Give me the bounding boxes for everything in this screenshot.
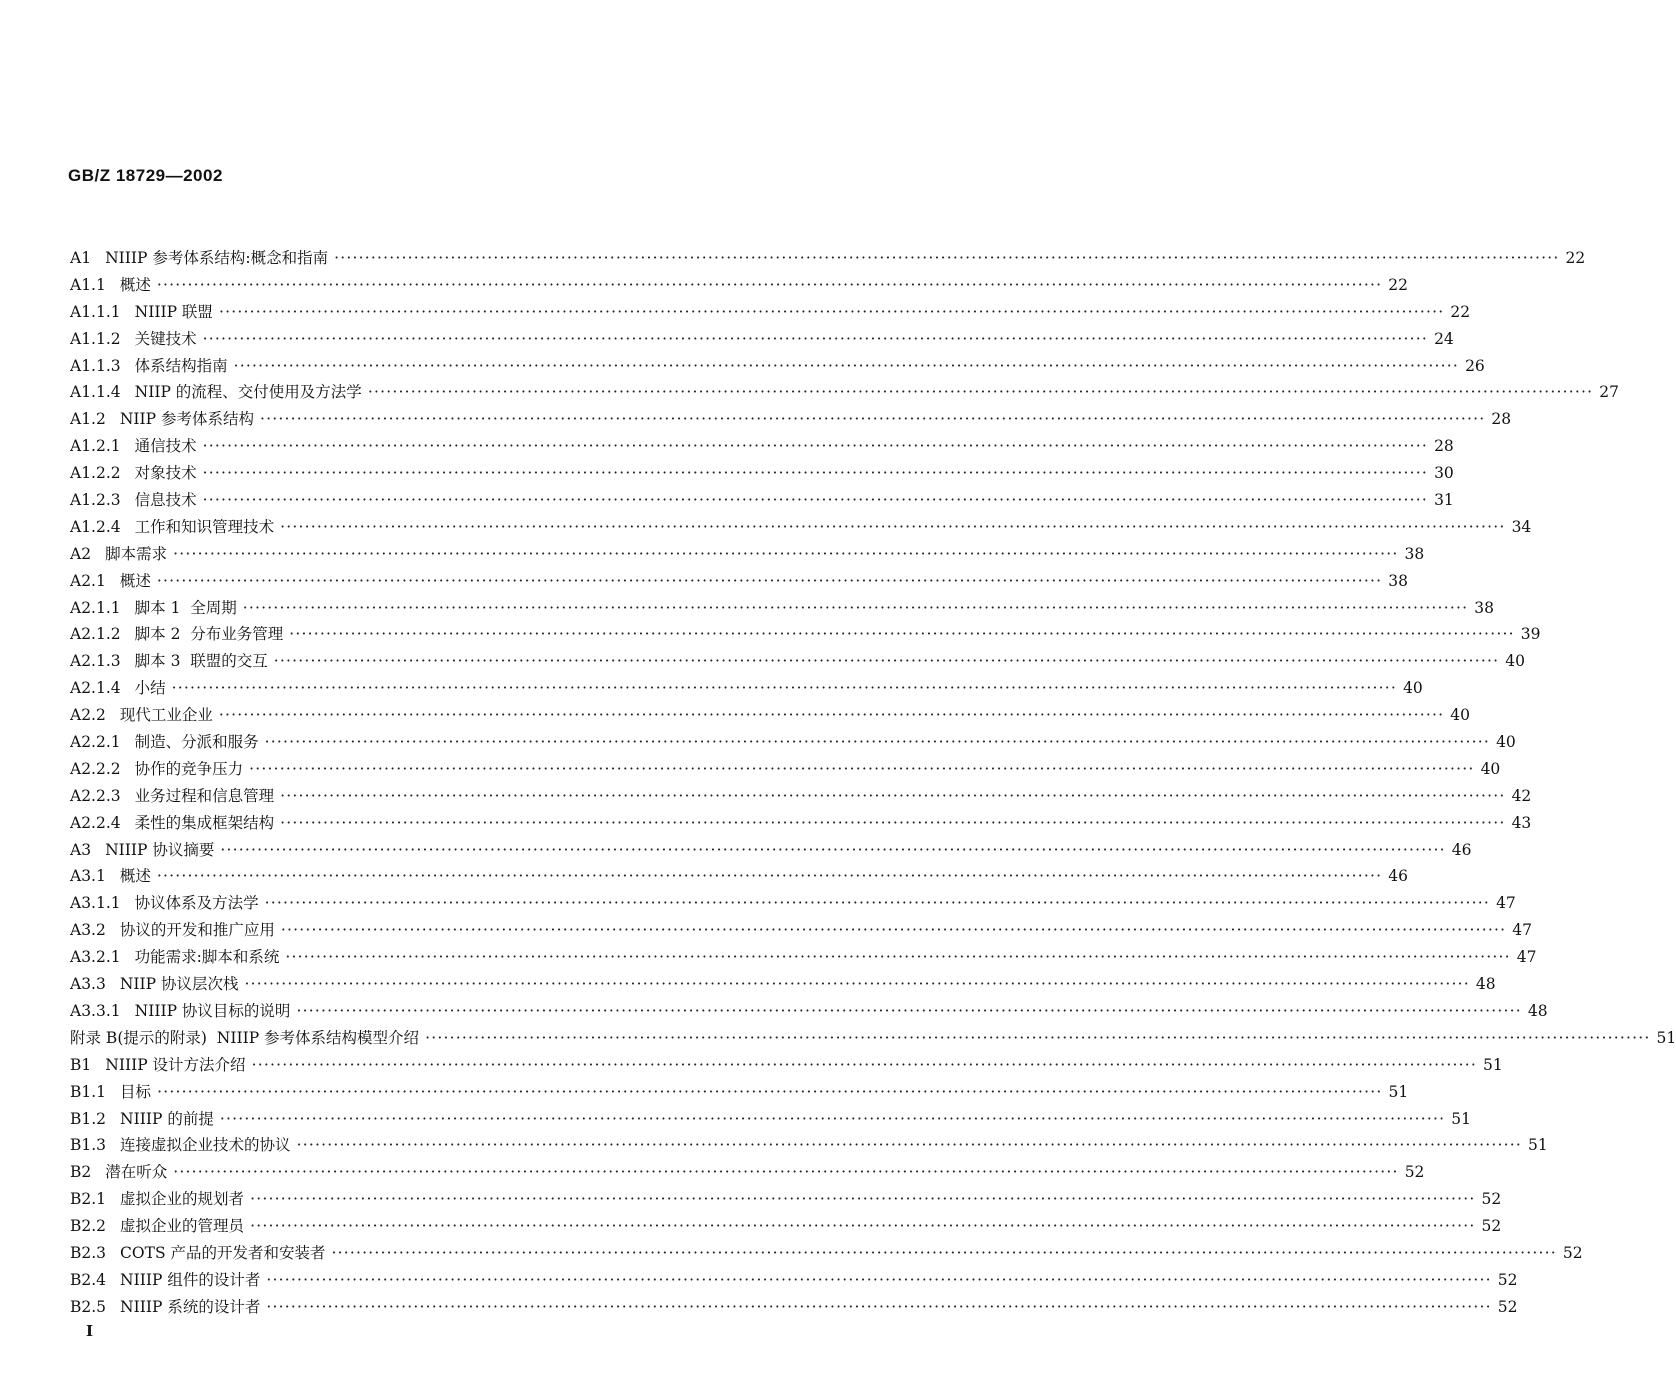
standard-code: GB/Z 18729—2002 [68, 166, 223, 185]
dot-leader: ········································································································································································································ [156, 571, 1383, 590]
toc-entry-number: A1.1 [70, 275, 106, 294]
toc-entry[interactable] [70, 299, 1471, 326]
toc-entry[interactable] [70, 1106, 1471, 1133]
dot-leader: ········································································································································································································ [280, 921, 1507, 940]
toc-entry-number: A1.1.4 [70, 383, 121, 402]
toc-entry[interactable] [70, 245, 1586, 272]
toc-entry[interactable] [70, 514, 1532, 541]
toc-entry-number: A1.2.4 [70, 517, 121, 536]
toc-entry-page: 22 [1388, 275, 1408, 294]
toc-entry-page: 52 [1562, 1243, 1583, 1262]
toc-entry[interactable] [70, 379, 1619, 406]
dot-leader: ········································································································································································································ [156, 275, 1383, 294]
toc-entry-title: NIIIP 协议目标的说明 [134, 1001, 291, 1020]
toc-entry-page: 47 [1512, 921, 1532, 940]
toc-entry-number: A2.1 [70, 571, 106, 590]
toc-entry-title: 协议体系及方法学 [134, 894, 259, 913]
dot-leader: ········································································································································································································ [296, 1136, 1522, 1155]
toc-entry-page: 51 [1451, 1109, 1471, 1128]
toc-entry[interactable] [70, 1213, 1502, 1240]
toc-entry-title: 柔性的集成框架结构 [134, 813, 275, 832]
dot-leader: ········································································································································································································ [218, 706, 1445, 725]
toc-entry[interactable] [70, 460, 1454, 487]
toc-entry-number: A3.1.1 [70, 894, 121, 913]
toc-entry-title: 信息技术 [134, 491, 197, 510]
toc-entry-title: 连接虚拟企业技术的协议 [120, 1136, 291, 1155]
toc-entry-number: A2.1.4 [70, 679, 121, 698]
toc-entry-page: 51 [1527, 1136, 1548, 1155]
toc-entry-title: 业务过程和信息管理 [134, 786, 275, 805]
toc-entry-page: 28 [1434, 437, 1454, 456]
toc-entry-number: A1.2.2 [70, 464, 121, 483]
toc-entry[interactable] [70, 1132, 1548, 1159]
toc-entry-number: A2.2.3 [70, 786, 121, 805]
toc-entry-page: 24 [1434, 329, 1454, 348]
dot-leader: ········································································································································································································ [173, 1163, 1399, 1182]
dot-leader: ········································································································································································································ [202, 491, 1429, 510]
dot-leader: ········································································································································································································ [266, 1297, 1492, 1316]
toc-entry-number: A1 [70, 249, 92, 267]
dot-leader: ········································································································································································································ [264, 733, 1491, 752]
toc-entry-number: A2.1.1 [70, 598, 121, 617]
toc-entry-title: 脚本 2 分布业务管理 [134, 625, 284, 644]
toc-entry-title: 现代工业企业 [119, 706, 213, 725]
dot-leader: ········································································································································································································ [250, 1190, 1476, 1209]
toc-entry-title: NIIIP 联盟 [134, 302, 213, 321]
toc-entry[interactable] [70, 487, 1454, 514]
toc-entry-page: 22 [1565, 249, 1586, 267]
dot-leader: ········································································································································································································ [264, 894, 1491, 913]
toc-entry-title: 目标 [120, 1082, 152, 1101]
toc-entry-title: NIIP 参考体系结构 [119, 410, 255, 429]
toc-entry[interactable] [70, 1079, 1409, 1106]
toc-entry-number: A3.3 [70, 975, 106, 994]
dot-leader: ········································································································································································································ [296, 1001, 1522, 1020]
dot-leader: ········································································································································································································ [334, 249, 1560, 267]
dot-leader: ········································································································································································································ [280, 813, 1506, 832]
toc-entry-title: 协作的竞争压力 [134, 759, 244, 778]
toc-entry-page: 52 [1404, 1163, 1425, 1182]
dot-leader: ········································································································································································································ [331, 1243, 1557, 1262]
dot-leader: ········································································································································································································ [273, 652, 1500, 671]
toc-entry-number: A3.3.1 [70, 1001, 121, 1020]
toc-entry-page: 30 [1434, 464, 1454, 483]
toc-entry[interactable] [70, 1240, 1583, 1267]
toc-entry-number: A2.2.2 [70, 759, 121, 778]
dot-leader: ········································································································································································································ [285, 948, 1511, 967]
dot-leader: ········································································································································································································ [367, 383, 1594, 402]
toc-entry-number: A2.2 [70, 706, 106, 725]
toc-entry-page: 48 [1527, 1001, 1548, 1020]
toc-entry[interactable] [70, 1294, 1518, 1321]
toc-entry-title: 概述 [119, 571, 151, 590]
toc-entry-title: 虚拟企业的管理员 [120, 1217, 245, 1236]
toc-entry-page: 34 [1511, 517, 1532, 536]
toc-entry-page: 52 [1481, 1190, 1502, 1209]
toc-entry-title: 工作和知识管理技术 [134, 517, 275, 536]
toc-entry-page: 52 [1497, 1270, 1518, 1289]
toc-entry[interactable] [70, 648, 1525, 675]
toc-entry-page: 40 [1403, 679, 1423, 698]
toc-entry-title: 虚拟企业的规划者 [120, 1190, 245, 1209]
toc-entry-title: NIIIP 组件的设计者 [120, 1270, 261, 1289]
toc-entry[interactable] [70, 675, 1423, 702]
toc-entry-number: A1.1.1 [70, 302, 121, 321]
toc-entry-number: A3 [70, 840, 92, 859]
toc-entry-page: 40 [1505, 652, 1525, 671]
toc-entry-page: 52 [1497, 1297, 1518, 1316]
toc-entry-page: 51 [1482, 1055, 1503, 1074]
toc-entry-number: B2.1 [70, 1190, 107, 1209]
toc-entry-title: NIIIP 参考体系结构:概念和指南 [105, 249, 329, 267]
toc-entry[interactable] [70, 406, 1512, 433]
toc-entry-title: 通信技术 [134, 437, 197, 456]
toc-entry-page: 46 [1451, 840, 1472, 859]
toc-entry-title: 制造、分派和服务 [134, 733, 259, 752]
toc-entry-title: NIIIP 设计方法介绍 [105, 1055, 246, 1074]
toc-entry-title: 概述 [119, 275, 151, 294]
toc-entry[interactable] [70, 272, 1408, 299]
toc-entry-number: A1.1.3 [70, 356, 121, 375]
toc-entry[interactable] [70, 837, 1472, 864]
toc-entry-title: COTS 产品的开发者和安装者 [120, 1243, 326, 1262]
toc-entry-title: NIIP 的流程、交付使用及方法学 [134, 383, 362, 402]
toc-entry-number: A2.1.2 [70, 625, 121, 644]
toc-entry-page: 47 [1516, 948, 1537, 967]
toc-entry[interactable] [70, 595, 1494, 622]
toc-entry[interactable] [70, 326, 1454, 353]
toc-entry-page: 27 [1599, 383, 1619, 402]
toc-entry-title: 小结 [134, 679, 166, 698]
dot-leader: ········································································································································································································ [242, 598, 1469, 617]
dot-leader: ········································································································································································································ [202, 329, 1429, 348]
toc-entry-number: B2 [70, 1163, 92, 1182]
dot-leader: ········································································································································································································ [218, 302, 1445, 321]
toc-entry-page: 40 [1450, 706, 1470, 725]
toc-entry-title: 对象技术 [134, 464, 197, 483]
toc-entry-page: 40 [1480, 759, 1501, 778]
dot-leader: ········································································································································································································ [425, 1028, 1651, 1047]
toc-entry[interactable] [70, 998, 1548, 1025]
toc-entry-number: A1.1.2 [70, 329, 121, 348]
toc-entry-title: NIIIP 的前提 [120, 1109, 214, 1128]
toc-entry-page: 38 [1474, 598, 1494, 617]
toc-entry[interactable] [70, 783, 1532, 810]
toc-entry-title: 功能需求:脚本和系统 [134, 948, 280, 967]
toc-entry-title: 体系结构指南 [134, 356, 228, 375]
dot-leader: ········································································································································································································ [289, 625, 1515, 644]
toc-entry-number: B2.3 [70, 1243, 107, 1262]
dot-leader: ········································································································································································································ [233, 356, 1460, 375]
toc-entry[interactable] [70, 433, 1454, 460]
dot-leader: ········································································································································································································ [280, 786, 1506, 805]
dot-leader: ········································································································································································································ [280, 517, 1506, 536]
toc-entry-number: B1.3 [70, 1136, 107, 1155]
table-of-contents [70, 245, 1676, 1321]
toc-entry[interactable] [70, 621, 1541, 648]
toc-entry-page: 48 [1475, 975, 1496, 994]
toc-entry-title: NIIIP 协议摘要 [105, 840, 215, 859]
toc-entry-page: 31 [1434, 491, 1454, 510]
toc-entry-number: A2.2.4 [70, 813, 121, 832]
toc-entry-page: 28 [1491, 410, 1512, 429]
dot-leader: ········································································································································································································ [202, 437, 1429, 456]
toc-entry-page: 22 [1450, 302, 1471, 321]
toc-entry-page: 51 [1656, 1028, 1676, 1047]
dot-leader: ········································································································································································································ [219, 1109, 1446, 1128]
toc-entry[interactable] [70, 1052, 1503, 1079]
toc-entry-number: A3.2.1 [70, 948, 121, 967]
toc-entry-page: 40 [1496, 733, 1516, 752]
toc-appendix-entry[interactable] [70, 1025, 1676, 1052]
toc-entry-number: A1.2.3 [70, 491, 121, 510]
toc-entry[interactable] [70, 1186, 1502, 1213]
toc-entry-number: B1.1 [70, 1082, 107, 1101]
dot-leader: ········································································································································································································ [202, 464, 1429, 483]
dot-leader: ········································································································································································································ [260, 410, 1486, 429]
dot-leader: ········································································································································································································ [156, 867, 1383, 886]
toc-entry-number: B2.5 [70, 1297, 107, 1316]
toc-entry-title: 脚本 1 全周期 [134, 598, 237, 617]
toc-entry-title: NIIIP 系统的设计者 [120, 1297, 261, 1316]
toc-entry-page: 51 [1388, 1082, 1409, 1101]
toc-entry-title: 潜在听众 [105, 1163, 168, 1182]
toc-entry-page: 38 [1388, 571, 1408, 590]
dot-leader: ········································································································································································································ [251, 1055, 1477, 1074]
dot-leader: ········································································································································································································ [220, 840, 1446, 859]
toc-entry-page: 38 [1404, 544, 1425, 563]
toc-entry-title: 脚本 3 联盟的交互 [134, 652, 268, 671]
toc-entry-page: 46 [1388, 867, 1408, 886]
toc-entry-number: B1.2 [70, 1109, 107, 1128]
toc-entry-title: 脚本需求 [105, 544, 168, 563]
toc-entry-title: 协议的开发和推广应用 [119, 921, 275, 940]
toc-entry[interactable] [70, 890, 1516, 917]
toc-entry-page: 47 [1496, 894, 1516, 913]
toc-entry-number: A2.2.1 [70, 733, 121, 752]
toc-entry-number: B2.4 [70, 1270, 107, 1289]
dot-leader: ········································································································································································································ [244, 975, 1470, 994]
toc-entry-page: 39 [1520, 625, 1541, 644]
toc-entry-number: A1.2.1 [70, 437, 121, 456]
toc-entry[interactable] [70, 568, 1408, 595]
toc-entry[interactable] [70, 810, 1532, 837]
toc-entry-number: B1 [70, 1055, 92, 1074]
toc-entry-number: A2 [70, 544, 92, 563]
toc-entry[interactable] [70, 863, 1408, 890]
toc-entry[interactable] [70, 353, 1485, 380]
dot-leader: ········································································································································································································ [266, 1270, 1492, 1289]
dot-leader: ········································································································································································································ [250, 1217, 1476, 1236]
toc-entry[interactable] [70, 971, 1496, 998]
toc-entry[interactable] [70, 944, 1537, 971]
toc-entry[interactable] [70, 541, 1425, 568]
toc-entry[interactable] [70, 1267, 1518, 1294]
toc-entry-title: NIIP 协议层次栈 [119, 975, 239, 994]
toc-entry[interactable] [70, 1159, 1425, 1186]
toc-entry[interactable] [70, 756, 1501, 783]
dot-leader: ········································································································································································································ [171, 679, 1398, 698]
toc-entry-number: B2.2 [70, 1217, 107, 1236]
toc-entry-number: A2.1.3 [70, 652, 121, 671]
dot-leader: ········································································································································································································ [173, 544, 1399, 563]
toc-entry-title: 附录 B(提示的附录) NIIIP 参考体系结构模型介绍 [70, 1028, 420, 1047]
toc-entry-title: 概述 [119, 867, 151, 886]
toc-entry-page: 52 [1481, 1217, 1502, 1236]
dot-leader: ········································································································································································································ [249, 759, 1475, 778]
toc-entry-number: A1.2 [70, 410, 106, 429]
toc-entry[interactable] [70, 729, 1516, 756]
toc-entry-page: 42 [1511, 786, 1532, 805]
toc-entry-number: A3.1 [70, 867, 106, 886]
page-number-mark: I [86, 1322, 94, 1340]
toc-entry-title: 关键技术 [134, 329, 197, 348]
toc-entry-number: A3.2 [70, 921, 106, 940]
dot-leader: ········································································································································································································ [157, 1082, 1383, 1101]
toc-entry[interactable] [70, 702, 1470, 729]
toc-entry-page: 43 [1511, 813, 1532, 832]
toc-entry-page: 26 [1465, 356, 1485, 375]
toc-entry[interactable] [70, 917, 1532, 944]
